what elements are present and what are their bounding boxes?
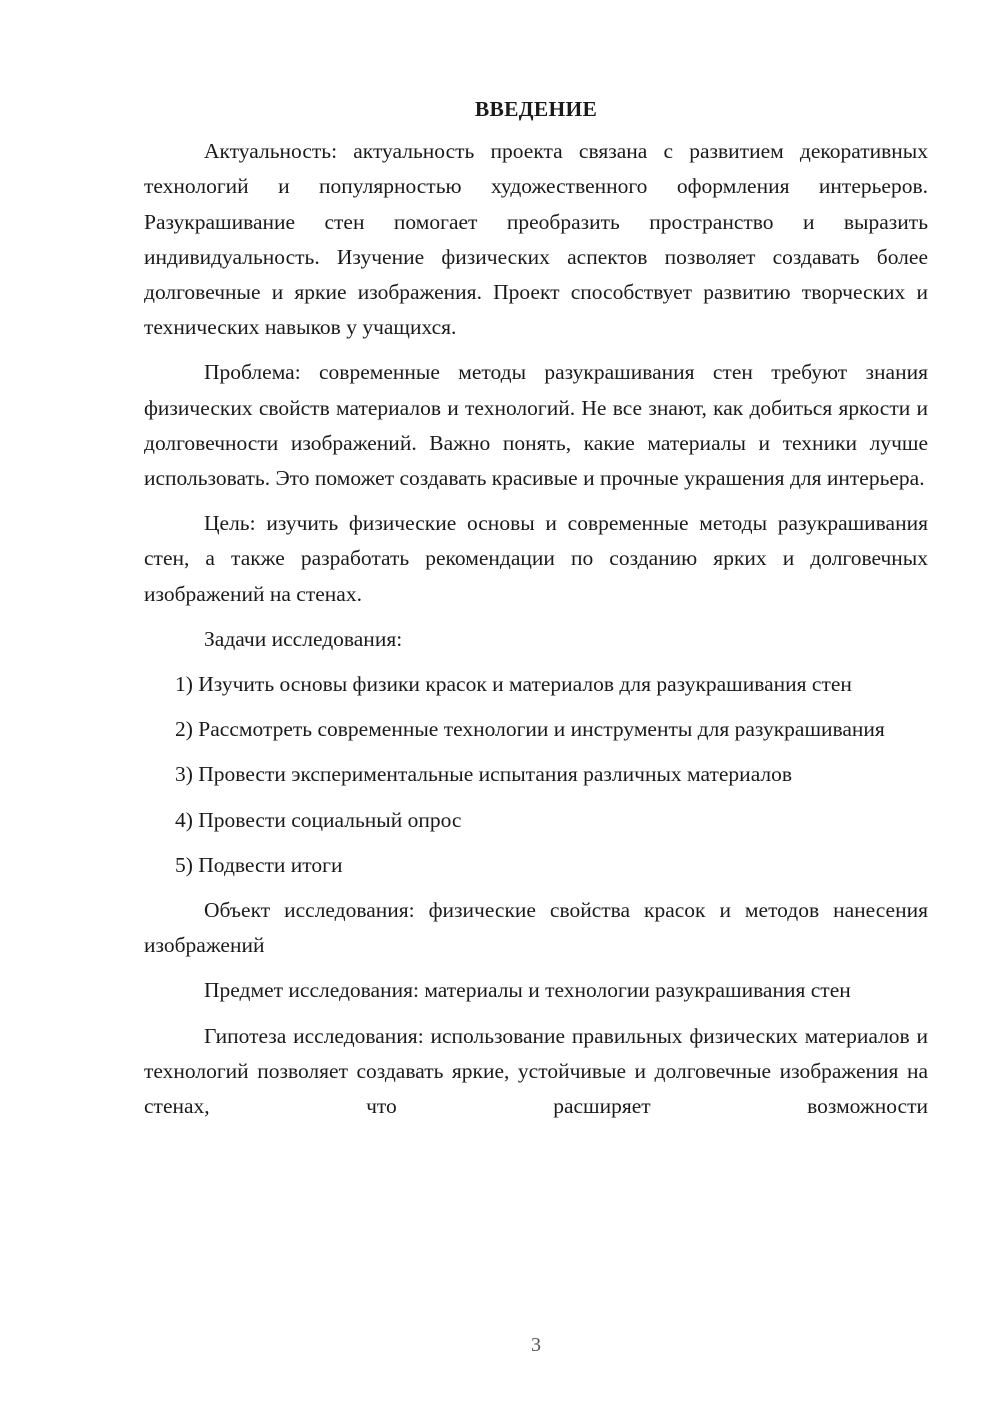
page-number: 3 [531,1334,541,1356]
object-paragraph: Объект исследования: физические свойства красок и методов нанесения изображений [144,898,928,958]
task-item-2: 2) Рассмотреть современные технологии и инструменты для разукрашивания [175,717,885,742]
task-item-5: 5) Подвести итоги [175,852,343,877]
subject-paragraph: Предмет исследования: материалы и технологии разукрашивания стен [204,978,851,1003]
tasks-title: Задачи исследования: [204,626,403,651]
relevance-paragraph: Актуальность: актуальность проекта связана с развитием декоративных технологий и популярностью художественного оформления интерьеров. Разукрашивание стен помогает преобразить пространство и выразить индивидуальность. Изучение физических аспектов позволяет создавать более долговечные и яркие изображения. Проект способствует развитию творческих и технических навыков у учащихся. [144,139,928,340]
problem-paragraph: Проблема: современные методы разукрашивания стен требуют знания физических свойств материалов и технологий. Не все знают, как добиться яркости и долговечности изображений. Важно понять, какие материалы и техники лучше использовать. Это поможет создавать красивые и прочные украшения для интерьера. [144,360,928,491]
document-page [144,92,928,1124]
hypothesis-paragraph: Гипотеза исследования: использование правильных физических материалов и технологий позволяет создавать яркие, устойчивые и долговечные изображения на стенах, что расширяет возможности [144,1023,928,1119]
goal-paragraph: Цель: изучить физические основы и современные методы разукрашивания стен, а также разработать рекомендации по созданию ярких и долговечных изображений на стенах. [144,511,928,606]
task-item-1: 1) Изучить основы физики красок и материалов для разукрашивания стен [175,672,852,697]
section-heading: ВВЕДЕНИЕ [474,97,598,121]
task-item-4: 4) Провести социальный опрос [175,807,462,832]
task-item-3: 3) Провести экспериментальные испытания различных материалов [175,762,793,787]
